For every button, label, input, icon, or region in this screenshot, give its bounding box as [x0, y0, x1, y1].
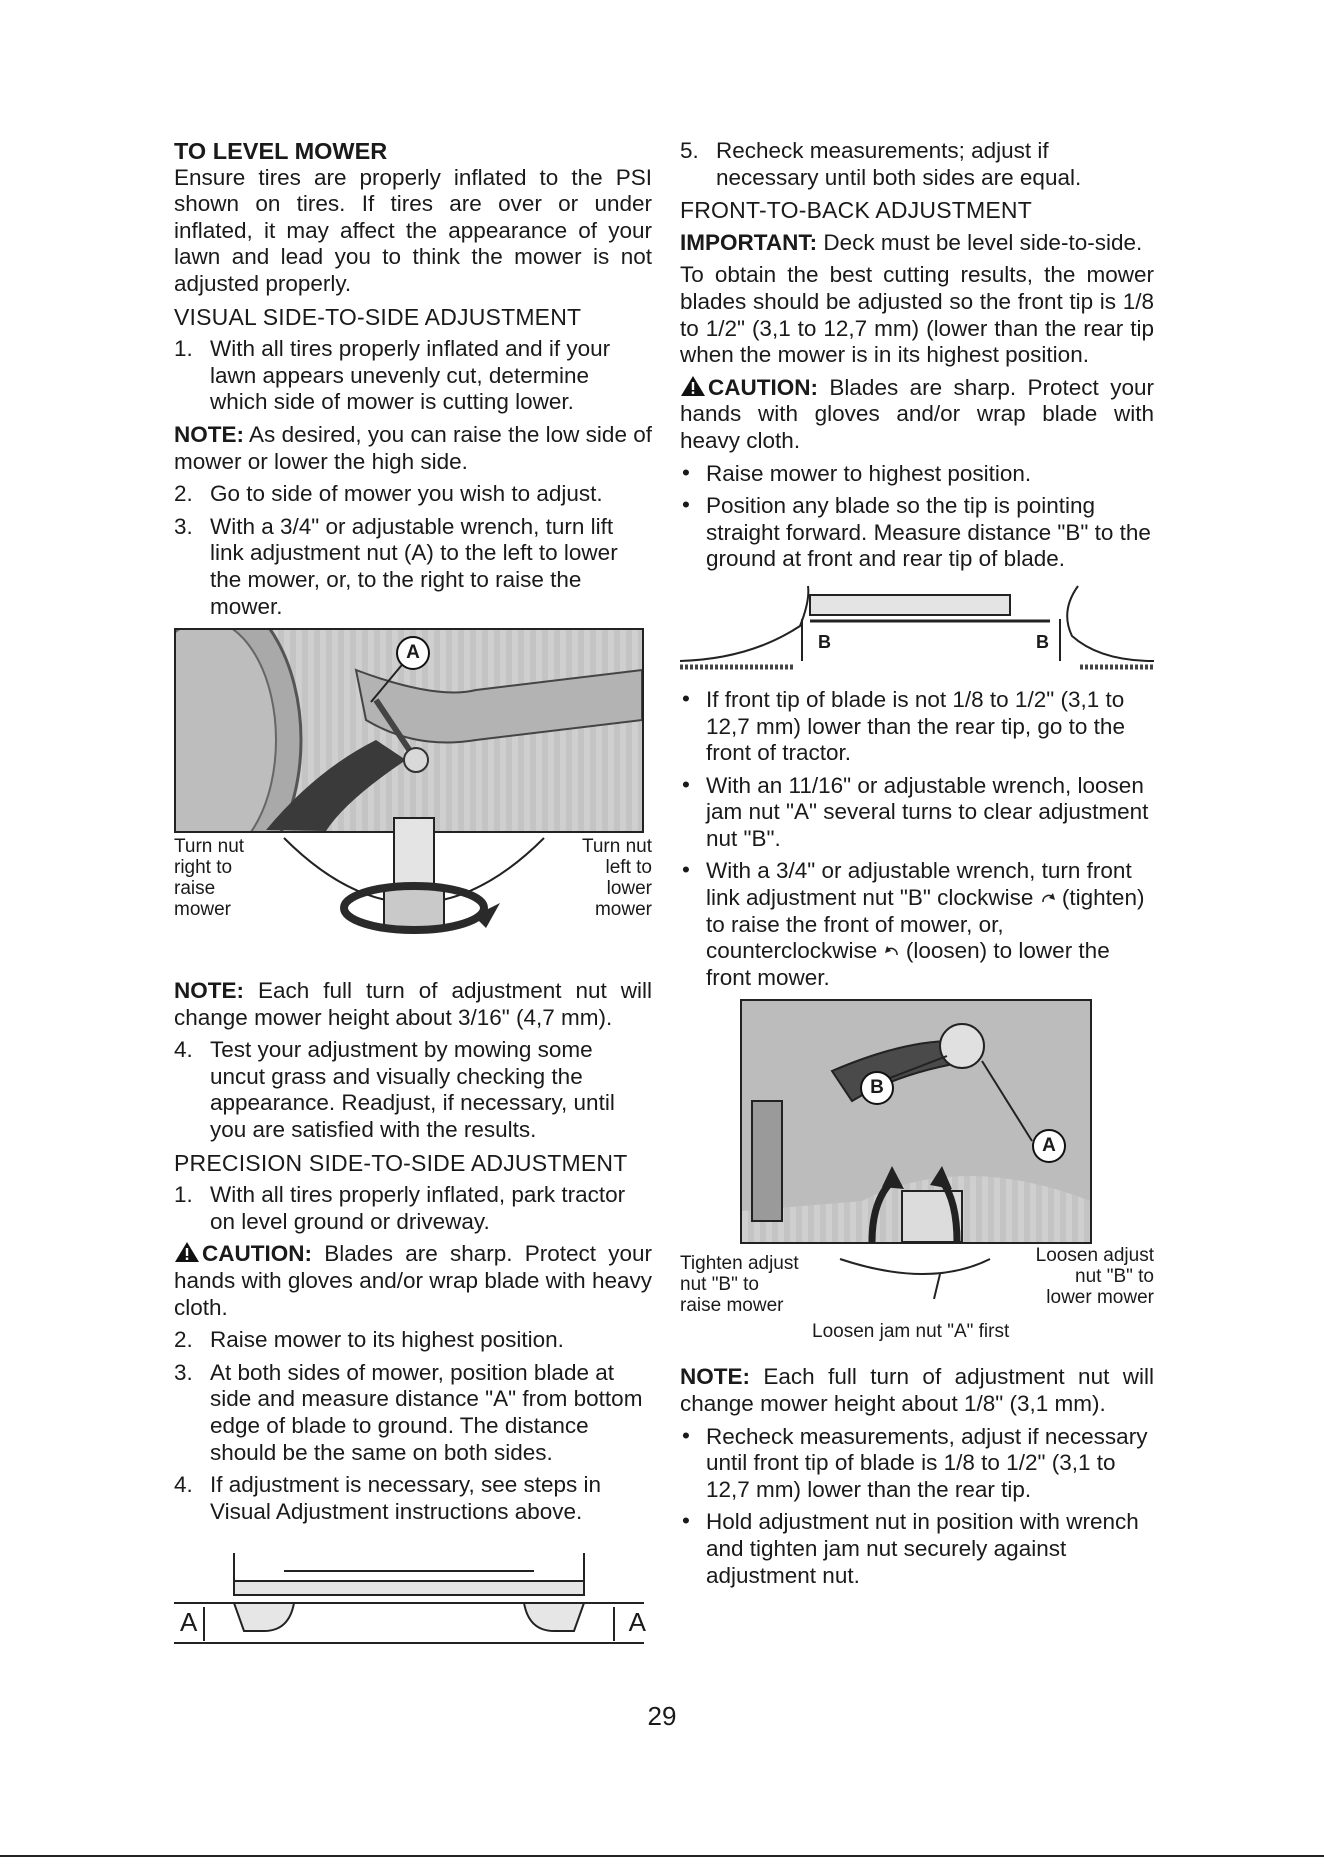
list-item — [174, 1182, 652, 1235]
fig4-bottom-caption: Loosen jam nut "A" first — [812, 1321, 1010, 1343]
body-paragraph: To obtain the best cutting results, the mower blades should be adjusted so the front tip is 1/8 to 1/2" (3,1 to 12,7 mm) (lower than the rear tip when the mower is in its highest position. — [680, 262, 1154, 368]
caption-line: Turn nut — [174, 836, 245, 858]
deck-side-figure — [174, 1533, 652, 1653]
dimension-b-front: B — [818, 631, 831, 652]
list-number: 2. — [174, 481, 193, 507]
bullet-text: If front tip of blade is not 1/8 to 1/2" (3,1 to 12,7 mm) lower than the rear tip, go to the front of tractor. — [706, 686, 1125, 766]
caution-label: CAUTION: — [202, 1241, 312, 1267]
bullet-dot: • — [682, 459, 690, 485]
bullet-item — [680, 461, 1154, 488]
front-to-back-heading: FRONT-TO-BACK ADJUSTMENT — [680, 197, 1032, 224]
bullet-text: With an 11/16" or adjustable wrench, loosen jam nut "A" several turns to clear adjustment nut "B". — [706, 772, 1149, 851]
right-column — [680, 138, 1154, 1595]
bullet-text: Hold adjustment nut in position with wrench and tighten jam nut securely against adjustment nut. — [706, 1509, 1139, 1588]
left-column — [174, 138, 652, 1663]
deck-side-illustration — [174, 1533, 644, 1653]
list-text: Test your adjustment by mowing some uncut grass and visually checking the appearance. Readjust, if necessary, until you are satisfied with the results. — [210, 1037, 615, 1143]
caption-line: raise mower — [680, 1295, 784, 1317]
dimension-a-left: A — [180, 1607, 198, 1638]
intro-paragraph: Ensure tires are properly inflated to the PSI shown on tires. If tires are over or under inflated, it may affect the appearance of your lawn and lead you to think the mower is not adjusted properly. — [174, 164, 652, 296]
list-text: With a 3/4" or adjustable wrench, turn lift link adjustment nut (A) to the left to lower the mower, or, to the right to raise the mower. — [210, 513, 618, 619]
list-number: 3. — [174, 1359, 193, 1385]
list-number: 4. — [174, 1472, 193, 1498]
note-paragraph — [174, 978, 652, 1031]
bullet-text: With a 3/4" or adjustable wrench, turn front link adjustment nut "B" clockwise — [706, 858, 1132, 911]
list-text: With all tires properly inflated and if your lawn appears unevenly cut, determine which side of mower is cutting lower. — [210, 336, 611, 415]
list-item — [174, 1037, 652, 1143]
front-link-figure — [680, 999, 1154, 1354]
list-number: 2. — [174, 1327, 193, 1353]
bullet-dot: • — [682, 857, 690, 883]
list-number: 3. — [174, 513, 193, 539]
caption-line: mower — [594, 899, 652, 921]
front-link-photo — [740, 999, 1092, 1244]
list-item — [174, 1327, 652, 1354]
bullet-dot: • — [682, 771, 690, 797]
bullet-item — [680, 1424, 1154, 1504]
warning-icon — [174, 1241, 200, 1263]
bullet-item — [680, 1509, 1154, 1589]
important-paragraph — [680, 230, 1154, 257]
bullet-dot: • — [682, 1422, 690, 1448]
list-text: Raise mower to its highest position. — [210, 1327, 564, 1353]
important-label: IMPORTANT: — [680, 229, 818, 255]
list-item — [174, 481, 652, 508]
blade-measure-figure — [680, 581, 1154, 677]
list-text: Recheck measurements; adjust if necessary until both sides are equal. — [716, 138, 1082, 190]
caption-line: nut "B" to — [1075, 1266, 1154, 1288]
caption-line: nut "B" to — [680, 1274, 759, 1296]
note-label: NOTE: — [174, 421, 244, 447]
callout-a: A — [1032, 1129, 1066, 1163]
list-item — [174, 1472, 652, 1525]
list-number: 4. — [174, 1037, 193, 1063]
blade-measure-illustration — [680, 581, 1154, 677]
bottom-divider — [0, 1855, 1324, 1857]
caution-paragraph — [680, 375, 1154, 455]
caption-line: lower mower — [1046, 1287, 1154, 1309]
caption-line: Turn nut — [581, 836, 652, 858]
caption-line: Loosen adjust — [1035, 1245, 1154, 1267]
clockwise-icon — [1040, 891, 1056, 907]
note-paragraph — [680, 1364, 1154, 1417]
bullet-dot: • — [682, 492, 690, 518]
caption-line: lower — [606, 878, 652, 900]
list-text: At both sides of mower, position blade at side and measure distance "A" from bottom edge of blade to ground. The distance should be the same on both sides. — [210, 1359, 643, 1465]
visual-heading: VISUAL SIDE-TO-SIDE ADJUSTMENT — [174, 303, 582, 330]
bullet-dot: • — [682, 685, 690, 711]
list-item — [174, 1360, 652, 1466]
caption-line: Tighten adjust — [680, 1253, 799, 1275]
list-text: With all tires properly inflated, park tractor on level ground or driveway. — [210, 1182, 626, 1234]
caution-paragraph — [174, 1241, 652, 1321]
caution-label: CAUTION: — [708, 374, 818, 400]
list-number: 5. — [680, 138, 699, 163]
page-number: 29 — [647, 1701, 677, 1731]
caption-line: left to — [605, 857, 652, 879]
note-paragraph — [174, 422, 652, 475]
leader-lines — [830, 1219, 1030, 1299]
list-item — [680, 138, 1154, 191]
front-link-illustration — [742, 1001, 1090, 1242]
adjust-nut-illustration — [264, 798, 564, 968]
list-text: If adjustment is necessary, see steps in Visual Adjustment instructions above. — [210, 1472, 602, 1524]
callout-a: A — [396, 636, 430, 670]
note-label: NOTE: — [680, 1364, 750, 1390]
bullet-text: (tighten) to raise the front of mower, or, counterclockwise — [706, 885, 1145, 964]
precision-heading: PRECISION SIDE-TO-SIDE ADJUSTMENT — [174, 1149, 628, 1176]
callout-b: B — [860, 1071, 894, 1105]
note-text: As desired, you can raise the low side of mower or lower the high side. — [174, 421, 652, 474]
list-number: 1. — [174, 1182, 193, 1208]
caption-line: mower — [174, 899, 232, 921]
bullet-dot: • — [682, 1508, 690, 1534]
list-text: Go to side of mower you wish to adjust. — [210, 481, 603, 507]
note-text: Each full turn of adjustment nut will change mower height about 3/16" (4,7 mm). — [174, 978, 652, 1030]
bullet-item — [680, 858, 1154, 991]
warning-icon — [680, 375, 706, 397]
caution-text: Blades are sharp. Protect your hands with gloves and/or wrap blade with heavy cloth. — [680, 374, 1154, 453]
section-title: TO LEVEL MOWER — [174, 138, 388, 164]
list-number: 1. — [174, 336, 193, 362]
important-text: Deck must be level side-to-side. — [823, 229, 1143, 255]
fig1-left-caption — [174, 836, 244, 920]
bullet-item — [680, 493, 1154, 573]
note-label: NOTE: — [174, 978, 244, 1004]
caption-line: right to — [174, 857, 233, 879]
fig4-right-caption — [1036, 1245, 1154, 1308]
caution-text: Blades are sharp. Protect your hands with gloves and/or wrap blade with heavy cloth. — [174, 1241, 652, 1320]
bullet-item — [680, 773, 1154, 853]
list-item — [174, 514, 652, 620]
bullet-item — [680, 687, 1154, 767]
bullet-text: Recheck measurements, adjust if necessary until front tip of blade is 1/8 to 1/2" (3,1 to 12,7 mm) lower than the rear tip. — [706, 1423, 1148, 1502]
counterclockwise-icon — [884, 944, 900, 960]
lift-link-figure — [174, 628, 652, 968]
caption-line: raise — [174, 878, 216, 900]
bullet-text: (loosen) to lower the front mower. — [706, 938, 1110, 990]
bullet-text: Position any blade so the tip is pointing straight forward. Measure distance "B" to the ground at front and rear tip of blade. — [706, 493, 1151, 572]
fig1-right-caption — [582, 836, 652, 920]
dimension-b-rear: B — [1036, 631, 1049, 652]
list-item — [174, 336, 652, 416]
dimension-a-right: A — [628, 1607, 646, 1638]
note-text: Each full turn of adjustment nut will change mower height about 1/8" (3,1 mm). — [680, 1364, 1154, 1417]
fig4-left-caption — [680, 1253, 799, 1316]
bullet-text: Raise mower to highest position. — [706, 460, 1032, 486]
